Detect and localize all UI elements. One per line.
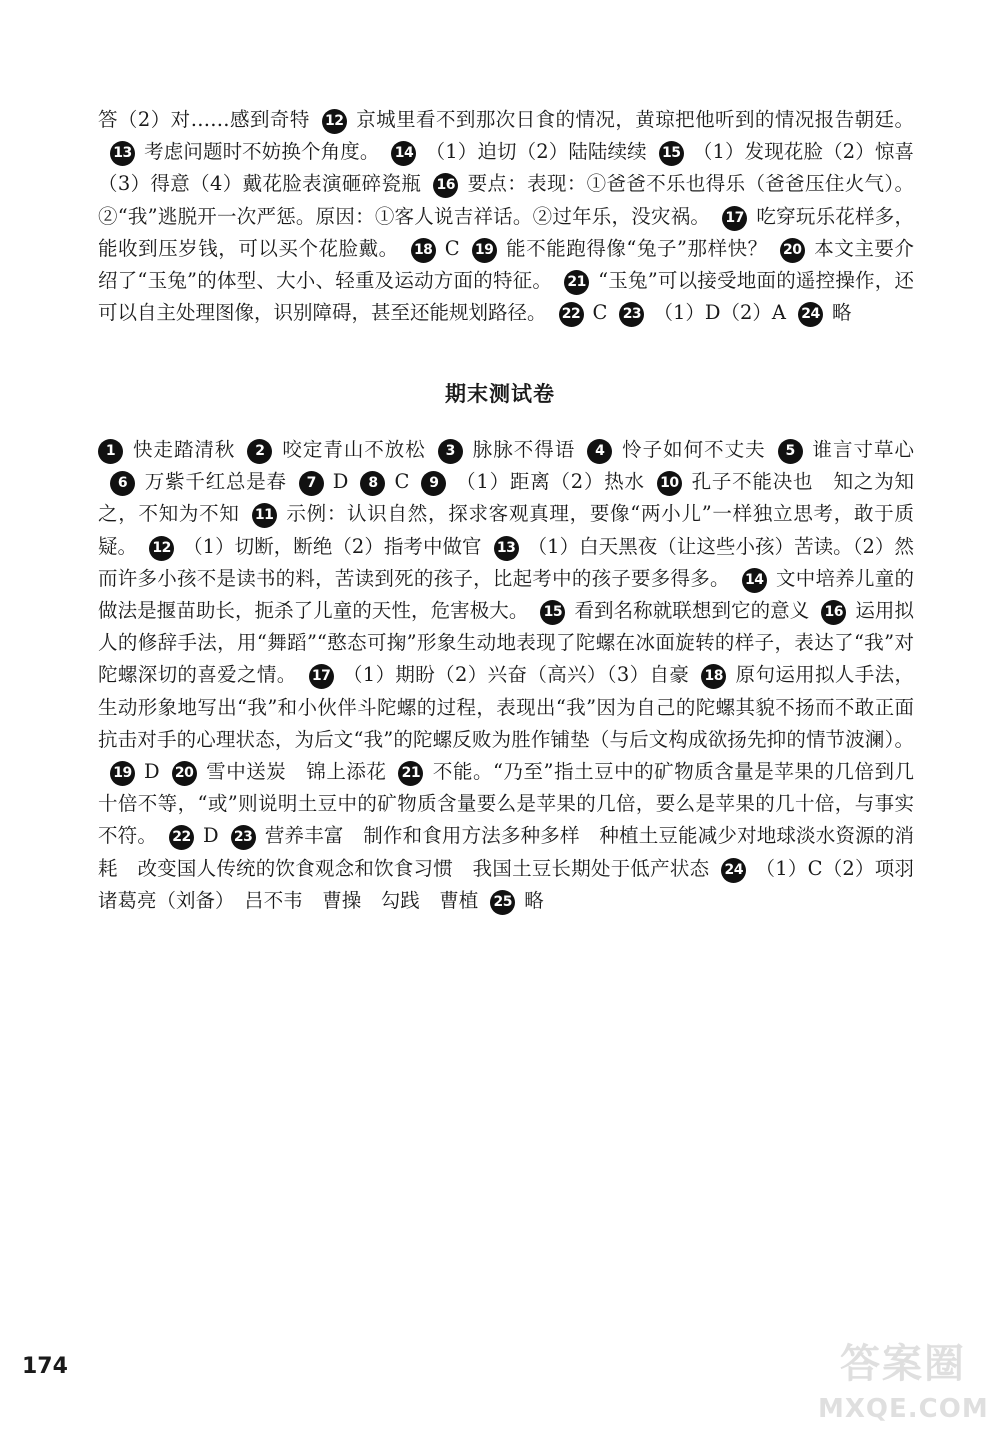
question-number-badge: 3 <box>438 439 463 464</box>
question-number-badge: 13 <box>110 141 135 166</box>
question-number-badge: 21 <box>564 270 589 295</box>
question-number-badge: 22 <box>559 302 584 327</box>
question-number-badge: 19 <box>472 238 497 263</box>
question-number-badge: 20 <box>780 238 805 263</box>
question-number-badge: 23 <box>619 302 644 327</box>
question-number-badge: 17 <box>722 206 747 231</box>
question-number-badge: 18 <box>411 238 436 263</box>
page-number: 174 <box>22 1354 68 1379</box>
question-number-badge: 12 <box>149 536 174 561</box>
question-number-badge: 19 <box>110 761 135 786</box>
answer-text: 万紫千红总是春 <box>144 470 287 494</box>
answer-text: 雪中送炭 锦上添花 <box>205 760 387 784</box>
question-number-badge: 22 <box>169 825 194 850</box>
question-number-badge: 24 <box>721 858 746 883</box>
question-number-badge: 18 <box>701 664 726 689</box>
question-number-badge: 14 <box>391 141 416 166</box>
answer-text: 运用拟人的修辞手法，用“舞蹈”“憨态可掬”形象生动地表现了陀螺在冰面旋转的样子，表达了“我”对陀螺深切的喜爱之情。 <box>98 599 914 687</box>
answer-text: 示例：认识自然，探求客观真理，要像“两小儿”一样独立思考，敢于质疑。 <box>98 502 914 558</box>
answer-text: 京城里看不到那次日食的情况，黄琼把他听到的情况报告朝廷。 <box>355 108 914 131</box>
question-number-badge: 13 <box>494 536 519 561</box>
answer-text: 谁言寸草心 <box>811 438 914 461</box>
answer-text: D <box>332 470 349 494</box>
answer-text: C <box>444 236 460 260</box>
answer-block-top <box>98 104 914 329</box>
question-number-badge: 17 <box>309 664 334 689</box>
answer-text: 能不能跑得像“兔子”那样快？ <box>505 236 768 260</box>
answer-text: 咬定青山不放松 <box>281 438 426 461</box>
question-number-badge: 15 <box>659 141 684 166</box>
section-title: 期末测试卷 <box>445 382 555 406</box>
question-number-badge: 2 <box>247 439 272 464</box>
answer-text: 营养丰富 制作和食用方法多种多样 种植土豆能减少对地球淡水资源的消耗 改变国人传统的饮食观念和饮食习惯 我国土豆长期处于低产状态 <box>98 824 914 880</box>
answer-text: （1）距离（2）热水 <box>455 470 645 494</box>
answer-text: D <box>203 824 219 848</box>
answer-text: （1）白天黑夜（让这些小孩）苦读。（2）然而许多小孩不是读书的料，苦读到死的孩子，比起考中的孩子要多得多。 <box>98 534 914 590</box>
watermark-site-text: MXQE.COM <box>818 1394 989 1424</box>
question-number-badge: 12 <box>322 109 347 134</box>
answer-text: 看到名称就联想到它的意义 <box>574 599 810 623</box>
question-number-badge: 21 <box>398 761 423 786</box>
watermark-main-text: 答案圈 <box>840 1341 966 1387</box>
question-number-badge: 6 <box>110 471 135 496</box>
answer-text: （1）切断，断绝（2）指考中做官 <box>183 534 482 558</box>
answer-text: 孔子不能决也 知之为知之，不知为不知 <box>98 470 914 526</box>
question-number-badge: 25 <box>490 890 515 915</box>
answer-text: 本文主要介绍了“玉兔”的体型、大小、轻重及运动方面的特征。 <box>98 236 914 293</box>
answer-text: 原句运用拟人手法，生动形象地写出“我”和小伙伴斗陀螺的过程，表现出“我”因为自己的陀螺其貌不扬而不敢正面抗击对手的心理状态，为后文“我”的陀螺反败为胜作铺垫（与后文构成欲扬先抑的情节波澜）。 <box>98 663 914 751</box>
question-number-badge: 11 <box>252 503 277 528</box>
answer-text: 吃穿玩乐花样多，能收到压岁钱，可以买个花脸戴。 <box>98 204 914 260</box>
question-number-badge: 15 <box>540 600 565 625</box>
question-number-badge: 8 <box>360 471 385 496</box>
question-number-badge: 16 <box>821 600 846 625</box>
question-number-badge: 16 <box>433 173 458 198</box>
answer-text: 略 <box>831 301 852 325</box>
answer-text: （1）D（2）A <box>653 301 786 325</box>
question-number-badge: 1 <box>98 439 123 464</box>
question-number-badge: 23 <box>231 825 256 850</box>
watermark-logo <box>818 1338 988 1438</box>
answer-text: C <box>394 470 410 494</box>
answer-text: 考虑问题时不妨换个角度。 <box>144 140 380 164</box>
answer-text: 怜子如何不丈夫 <box>621 438 766 461</box>
question-number-badge: 14 <box>742 568 767 593</box>
answer-text: 不能。“乃至”指土豆中的矿物质含量是苹果的几倍到几十倍不等，“或”则说明土豆中的矿物质含量要么是苹果的几倍，要么是苹果的几十倍，与事实不符。 <box>98 760 914 848</box>
question-number-badge: 20 <box>172 761 197 786</box>
answer-text: 文中培养儿童的做法是揠苗助长，扼杀了儿童的天性，危害极大。 <box>98 566 914 623</box>
question-number-badge: 24 <box>798 302 823 327</box>
question-number-badge: 5 <box>778 439 803 464</box>
answer-text: （1）发现花脸（2）惊喜（3）得意（4）戴花脸表演砸碎瓷瓶 <box>98 140 914 196</box>
answer-block-final-exam <box>98 434 934 917</box>
answer-text: D <box>144 760 160 784</box>
answer-text: 快走踏清秋 <box>132 438 236 461</box>
answer-text: （1）迫切（2）陆陆续续 <box>425 140 647 164</box>
answer-text: 脉脉不得语 <box>471 438 576 461</box>
question-number-badge: 7 <box>299 471 324 496</box>
question-number-badge: 9 <box>421 471 446 496</box>
answer-text: 要点：表现：①爸爸不乐也得乐（爸爸压住火气）。②“我”逃脱开一次严惩。原因：①客人说吉祥话。②过年乐，没灾祸。 <box>98 172 914 228</box>
answer-text: 略 <box>524 888 544 912</box>
question-number-badge: 10 <box>657 471 682 496</box>
answer-text: （1）C（2）项羽 诸葛亮（刘备） 吕不韦 曹操 勾践 曹植 <box>98 856 934 912</box>
answer-text: （1）期盼（2）兴奋（高兴）（3）自豪 <box>342 663 690 687</box>
answer-text: C <box>592 301 608 325</box>
answer-text: 答（2）对……感到奇特 <box>98 108 310 131</box>
answer-text: “玉兔”可以接受地面的遥控操作，还可以自主处理图像，识别障碍，甚至还能规划路径。 <box>98 269 914 325</box>
question-number-badge: 4 <box>587 439 612 464</box>
